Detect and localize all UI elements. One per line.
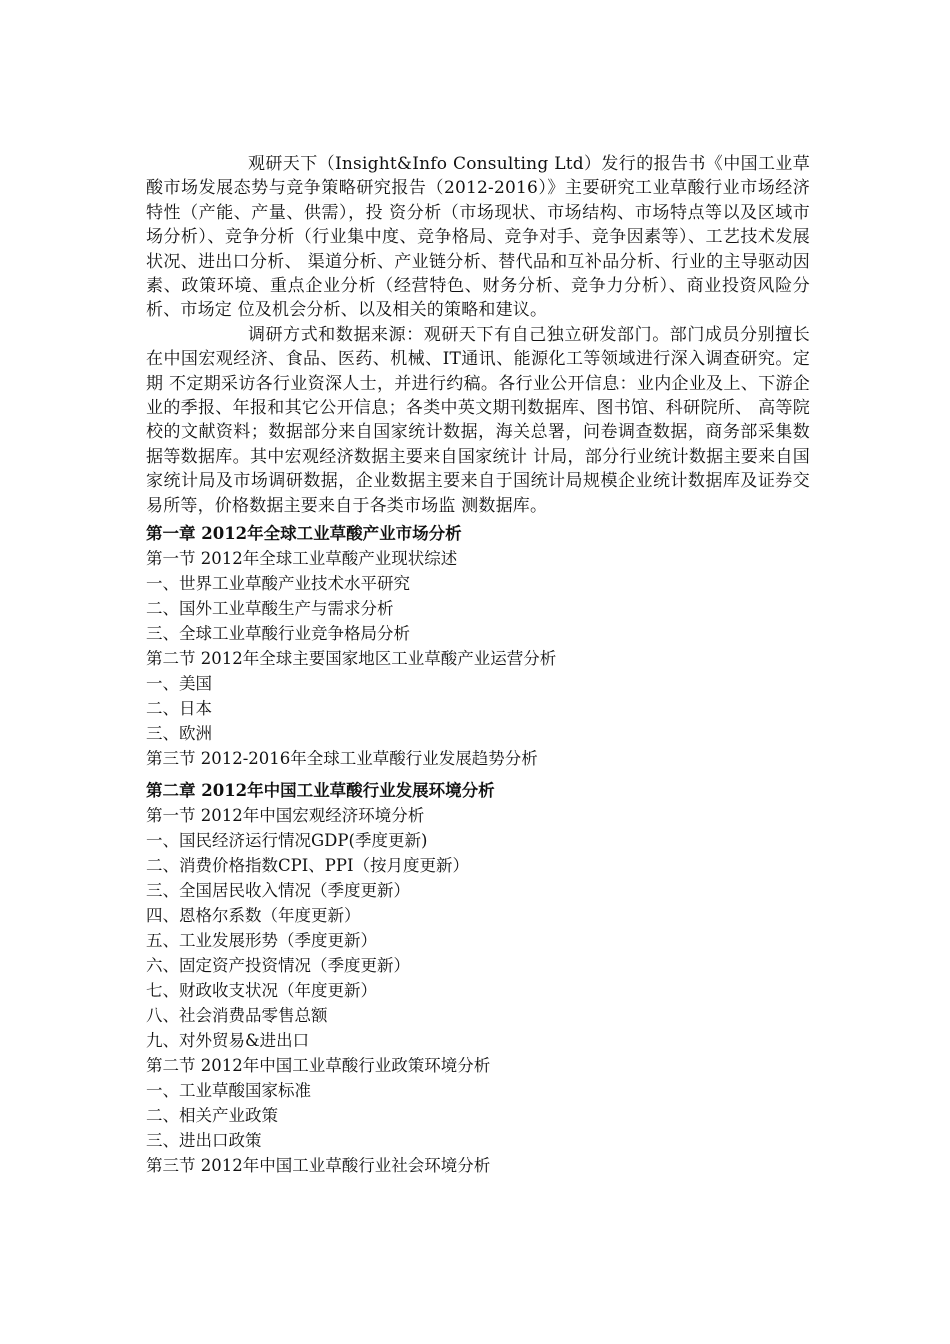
list-item: 二、日本: [146, 699, 212, 719]
document-page: [146, 152, 810, 1178]
list-item: 七、财政收支状况（年度更新）: [146, 981, 377, 1001]
list-item: 六、固定资产投资情况（季度更新）: [146, 956, 410, 976]
list-item: 一、工业草酸国家标准: [146, 1081, 311, 1101]
list-item: 二、国外工业草酸生产与需求分析: [146, 599, 394, 619]
list-item: 三、全国居民收入情况（季度更新）: [146, 881, 410, 901]
list-item: 二、消费价格指数CPI、PPI（按月度更新）: [146, 856, 469, 876]
ch1-section-3: 第三节 2012-2016年全球工业草酸行业发展趋势分析: [146, 749, 538, 769]
list-item: 四、恩格尔系数（年度更新）: [146, 906, 361, 926]
list-item: 一、世界工业草酸产业技术水平研究: [146, 574, 410, 594]
intro-paragraph-1: 观研天下（Insight&Info Consulting Ltd）发行的报告书《中国工业草酸市场发展态势与竞争策略研究报告（2012-2016）》主要研究工业草酸行业市场经济特性（产能、产量、供需），投 资分析（市场现状、市场结构、市场特点等以及区域市场分析）、竞争分析（行业集中度、竞争格局、竞争对手、竞争因素等）、工艺技术发展状况、进出口分析、 渠道分析、产业链分析、替代品和互补品分析、行业的主导驱动因素、政策环境、重点企业分析（经营特色、财务分析、竞争力分析）、商业投资风险分析、市场定 位及机会分析、以及相关的策略和建议。: [146, 154, 810, 321]
list-item: 八、社会消费品零售总额: [146, 1006, 328, 1026]
ch2-section-3: 第三节 2012年中国工业草酸行业社会环境分析: [146, 1156, 491, 1176]
list-item: 三、进出口政策: [146, 1131, 262, 1151]
ch2-section-2: 第二节 2012年中国工业草酸行业政策环境分析: [146, 1056, 491, 1076]
table-of-contents: [146, 521, 810, 1178]
list-item: 九、对外贸易&进出口: [146, 1031, 310, 1051]
list-item: 一、国民经济运行情况GDP(季度更新): [146, 831, 428, 851]
list-item: 三、全球工业草酸行业竞争格局分析: [146, 624, 410, 644]
ch1-section-2: 第二节 2012年全球主要国家地区工业草酸产业运营分析: [146, 649, 557, 669]
list-item: 二、相关产业政策: [146, 1106, 278, 1126]
ch2-section-1: 第一节 2012年中国宏观经济环境分析: [146, 806, 425, 826]
chapter-2-title: 第二章 2012年中国工业草酸行业发展环境分析: [146, 781, 495, 801]
ch1-section-1: 第一节 2012年全球工业草酸产业现状综述: [146, 549, 458, 569]
list-item: 一、美国: [146, 674, 212, 694]
list-item: 五、工业发展形势（季度更新）: [146, 931, 377, 951]
intro-paragraph-2: 调研方式和数据来源：观研天下有自己独立研发部门。部门成员分别擅长在中国宏观经济、食品、医药、机械、IT通讯、能源化工等领域进行深入调查研究。定期 不定期采访各行业资深人士，并进行约稿。各行业公开信息：业内企业及上、下游企业的季报、年报和其它公开信息；各类中英文期刊数据库、图书馆、科研院所、 高等院校的文献资料；数据部分来自国家统计数据，海关总署，问卷调查数据，商务部采集数据等数据库。其中宏观经济数据主要来自国家统计 计局，部分行业统计数据主要来自国家统计局及市场调研数据，企业数据主要来自于国统计局规模企业统计数据库及证券交易所等，价格数据主要来自于各类市场监 测数据库。: [146, 324, 810, 516]
chapter-1-title: 第一章 2012年全球工业草酸产业市场分析: [146, 524, 462, 544]
list-item: 三、欧洲: [146, 724, 212, 744]
